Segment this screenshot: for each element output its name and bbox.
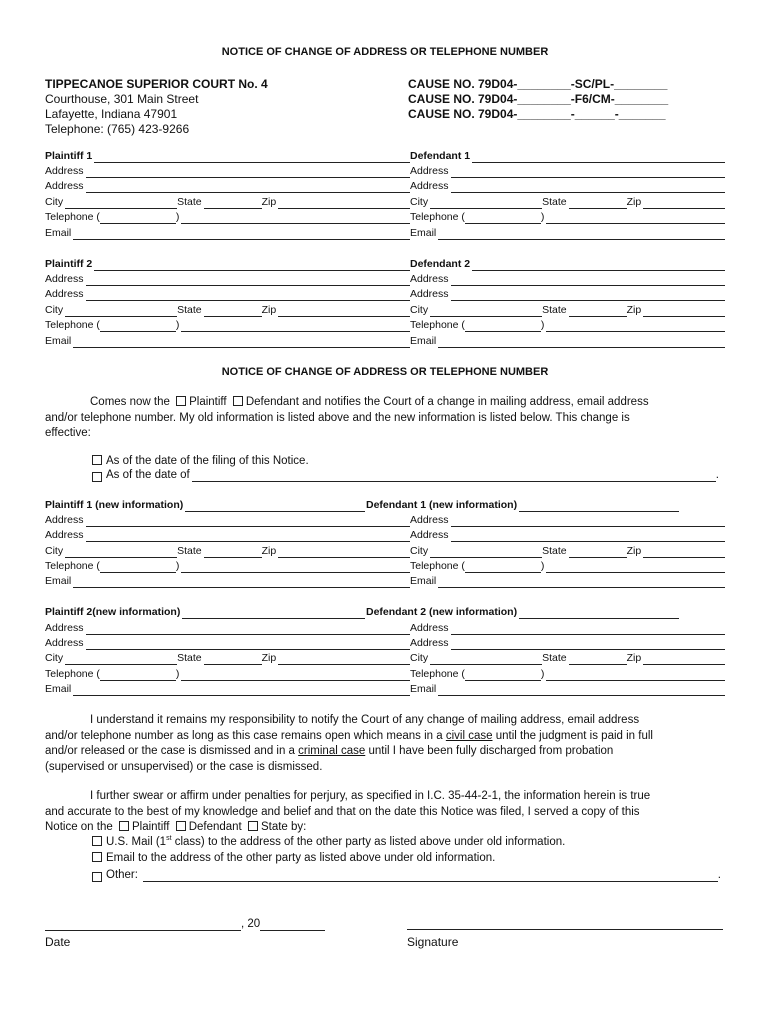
- cause-number-f6[interactable]: CAUSE NO. 79D04-________-F6/CM-________: [408, 92, 669, 106]
- d1n-address-row-1: [410, 514, 725, 527]
- d1n-telephone-row: [410, 560, 725, 573]
- state-label: State: [177, 304, 202, 316]
- date-field[interactable]: [45, 920, 241, 931]
- comes-now-text: Comes now the: [90, 396, 170, 408]
- plaintiff-2-name-field[interactable]: [94, 260, 410, 271]
- d2-area-code-field[interactable]: [465, 321, 541, 332]
- p2n-address-2-field[interactable]: [86, 639, 410, 650]
- d1n-address-row-2: [410, 529, 725, 542]
- p2-email-row: [45, 335, 410, 348]
- d2-email-row: [410, 335, 725, 348]
- d1-zip-field[interactable]: [643, 198, 725, 209]
- signature-label: Signature: [407, 935, 459, 949]
- year-field[interactable]: [260, 920, 325, 931]
- city-label: City: [45, 545, 64, 557]
- responsibility-line-1: I understand it remains my responsibility to notify the Court of any change of mailing address, email address: [90, 714, 640, 726]
- p2-telephone-row: [45, 319, 410, 332]
- effective-filing-text: As of the date of the filing of this Notice.: [106, 455, 309, 467]
- p1-telephone-row: [45, 211, 410, 224]
- effective-option-2: As of the date of .: [92, 469, 719, 482]
- defendant-notifies-text: Defendant and notifies the Court of a change in mailing address, email address: [245, 396, 649, 408]
- d2n-city-field[interactable]: [430, 654, 542, 665]
- other-service-text: Other:: [106, 869, 138, 881]
- served-state-checkbox[interactable]: [248, 821, 258, 831]
- year-prefix: , 20: [241, 918, 261, 930]
- d2-email-field[interactable]: [438, 337, 725, 348]
- p1-email-field[interactable]: [73, 229, 410, 240]
- defendant-2-name-field[interactable]: [472, 260, 725, 271]
- plaintiff-2-label: Plaintiff 2: [45, 258, 93, 270]
- p2-zip-field[interactable]: [278, 306, 410, 317]
- p1n-city-row: [45, 545, 410, 558]
- p1n-address-1-field[interactable]: [86, 516, 410, 527]
- affirm-line-2: and accurate to the best of my knowledge and belief and that on the date this Notice was filed, I served a copy of this: [45, 805, 640, 818]
- responsibility-line-2: [45, 729, 725, 745]
- city-label: City: [410, 545, 429, 557]
- effective-date-field[interactable]: [192, 471, 716, 482]
- defendant-2-row: [410, 258, 725, 271]
- served-defendant-text: Defendant: [188, 821, 242, 833]
- telephone-label: Telephone (: [45, 668, 100, 680]
- notice-line-2: and/or telephone number. My old information is listed above and the new information is listed below. This change is: [45, 411, 630, 424]
- p1-address-1-field[interactable]: [86, 167, 410, 178]
- d1n-zip-field[interactable]: [643, 547, 725, 558]
- address-label: Address: [45, 622, 84, 634]
- d1n-email-row: [410, 575, 725, 588]
- p2-address-row-1: [45, 273, 410, 286]
- court-telephone: Telephone: (765) 423-9266: [45, 122, 190, 136]
- d1n-area-code-field[interactable]: [465, 562, 541, 573]
- defendant-2-label: Defendant 2: [410, 258, 471, 270]
- email-label: Email: [45, 227, 72, 239]
- paren-close: ): [540, 319, 545, 331]
- d1-address-row-1: [410, 165, 725, 178]
- address-label: Address: [410, 273, 449, 285]
- p2n-city-row: [45, 652, 410, 665]
- d1n-city-field[interactable]: [430, 547, 542, 558]
- city-label: City: [45, 652, 64, 664]
- plaintiff-2-row: [45, 258, 410, 271]
- plaintiff-1-new-row: [45, 499, 365, 512]
- d2-telephone-row: [410, 319, 725, 332]
- us-mail-text: U.S. Mail (1: [106, 835, 167, 848]
- d1-area-code-field[interactable]: [465, 213, 541, 224]
- address-label: Address: [410, 622, 449, 634]
- p2n-email-row: [45, 683, 410, 696]
- telephone-label: Telephone (: [45, 560, 100, 572]
- d2-address-row-1: [410, 273, 725, 286]
- notice-line-3: effective:: [45, 427, 91, 439]
- other-service-field[interactable]: [143, 871, 718, 882]
- paren-close: ): [175, 560, 180, 572]
- telephone-label: Telephone (: [410, 668, 465, 680]
- signature-line[interactable]: [407, 928, 723, 930]
- state-label: State: [177, 196, 202, 208]
- zip-label: Zip: [261, 304, 277, 316]
- p1n-zip-field[interactable]: [278, 547, 410, 558]
- criminal-case-text: criminal case: [298, 745, 366, 757]
- d2-zip-field[interactable]: [643, 306, 725, 317]
- p2-email-field[interactable]: [73, 337, 410, 348]
- defendant-2-new-name-field[interactable]: [519, 608, 679, 619]
- responsibility-line-2b: until the judgment is paid in full: [495, 729, 653, 742]
- city-label: City: [410, 196, 429, 208]
- address-label: Address: [45, 180, 84, 192]
- telephone-label: Telephone (: [45, 319, 100, 331]
- us-mail-checkbox[interactable]: [92, 836, 102, 846]
- other-service-checkbox[interactable]: [92, 872, 102, 882]
- p1n-email-row: [45, 575, 410, 588]
- city-label: City: [410, 304, 429, 316]
- d1-state-field[interactable]: [569, 198, 627, 209]
- p1n-address-2-field[interactable]: [86, 531, 410, 542]
- service-option-other: Other: .: [92, 869, 721, 882]
- d2-city-row: [410, 304, 725, 317]
- notice-on-text: Notice on the: [45, 821, 113, 833]
- address-label: Address: [45, 637, 84, 649]
- date-label: Date: [45, 935, 71, 949]
- first-class-superscript: st: [166, 835, 172, 842]
- section-title: NOTICE OF CHANGE OF ADDRESS OR TELEPHONE NUMBER: [221, 366, 549, 378]
- service-option-email: [92, 852, 495, 864]
- p2n-telephone-row: [45, 668, 410, 681]
- d1-city-field[interactable]: [430, 198, 542, 209]
- d2n-zip-field[interactable]: [643, 654, 725, 665]
- telephone-label: Telephone (: [45, 211, 100, 223]
- city-label: City: [45, 196, 64, 208]
- responsibility-line-3a: and/or released or the case is dismissed and in a: [45, 745, 295, 757]
- affirm-line-1: I further swear or affirm under penalties for perjury, as specified in I.C. 35-44-2-1, the information herein is true: [90, 790, 651, 802]
- p2n-area-code-field[interactable]: [100, 670, 176, 681]
- d1n-state-field[interactable]: [569, 547, 627, 558]
- defendant-checkbox[interactable]: [233, 396, 243, 406]
- d1-address-1-field[interactable]: [451, 167, 725, 178]
- date-line: [45, 918, 325, 931]
- d2n-state-field[interactable]: [569, 654, 627, 665]
- paren-close: ): [540, 668, 545, 680]
- d2n-telephone-row: [410, 668, 725, 681]
- defendant-1-row: [410, 150, 725, 163]
- email-label: Email: [410, 683, 437, 695]
- p2n-email-field[interactable]: [73, 685, 410, 696]
- state-label: State: [542, 304, 567, 316]
- d1n-address-1-field[interactable]: [451, 516, 725, 527]
- notice-line-1: [45, 395, 725, 411]
- zip-label: Zip: [261, 652, 277, 664]
- zip-label: Zip: [626, 196, 642, 208]
- d1-address-2-field[interactable]: [451, 182, 725, 193]
- p1n-address-row-2: [45, 529, 410, 542]
- defendant-2-new-row: [366, 606, 679, 619]
- d1-address-row-2: [410, 180, 725, 193]
- d2-state-field[interactable]: [569, 306, 627, 317]
- d1-telephone-field[interactable]: [546, 213, 725, 224]
- d2n-city-row: [410, 652, 725, 665]
- p1n-telephone-field[interactable]: [181, 562, 410, 573]
- email-label: Email: [410, 335, 437, 347]
- p2-city-row: [45, 304, 410, 317]
- p2n-city-field[interactable]: [65, 654, 177, 665]
- city-label: City: [45, 304, 64, 316]
- email-service-checkbox[interactable]: [92, 852, 102, 862]
- p2-address-row-2: [45, 288, 410, 301]
- state-label: State: [542, 545, 567, 557]
- d2n-address-1-field[interactable]: [451, 624, 725, 635]
- state-label: State: [177, 545, 202, 557]
- paren-close: ): [175, 211, 180, 223]
- state-label: State: [542, 196, 567, 208]
- p1-area-code-field[interactable]: [100, 213, 176, 224]
- plaintiff-2-new-name-field[interactable]: [182, 608, 365, 619]
- p1-city-field[interactable]: [65, 198, 177, 209]
- address-label: Address: [45, 514, 84, 526]
- address-label: Address: [410, 529, 449, 541]
- d1n-city-row: [410, 545, 725, 558]
- d2n-address-2-field[interactable]: [451, 639, 725, 650]
- responsibility-line-3b: until I have been fully discharged from probation: [368, 745, 614, 757]
- zip-label: Zip: [261, 545, 277, 557]
- form-title: NOTICE OF CHANGE OF ADDRESS OR TELEPHONE NUMBER: [221, 46, 549, 58]
- d1n-email-field[interactable]: [438, 577, 725, 588]
- city-label: City: [410, 652, 429, 664]
- p2-address-1-field[interactable]: [86, 275, 410, 286]
- email-label: Email: [45, 683, 72, 695]
- served-plaintiff-text: Plaintiff: [131, 821, 170, 833]
- effective-date-text: As of the date of: [106, 469, 190, 481]
- d2-city-field[interactable]: [430, 306, 542, 317]
- address-label: Address: [410, 514, 449, 526]
- d1-telephone-row: [410, 211, 725, 224]
- zip-label: Zip: [626, 304, 642, 316]
- p2n-address-row-2: [45, 637, 410, 650]
- p1n-city-field[interactable]: [65, 547, 177, 558]
- email-label: Email: [45, 575, 72, 587]
- plaintiff-1-new-label: Plaintiff 1 (new information): [45, 499, 184, 511]
- p2n-address-row-1: [45, 622, 410, 635]
- paren-close: ): [540, 560, 545, 572]
- defendant-1-label: Defendant 1: [410, 150, 471, 162]
- notice-paragraph: [45, 395, 725, 442]
- p2n-telephone-field[interactable]: [181, 670, 410, 681]
- p2n-zip-field[interactable]: [278, 654, 410, 665]
- p1n-address-row-1: [45, 514, 410, 527]
- responsibility-line-3: [45, 744, 725, 760]
- p2-telephone-field[interactable]: [181, 321, 410, 332]
- zip-label: Zip: [261, 196, 277, 208]
- state-by-text: State by:: [260, 821, 307, 833]
- court-address-1: Courthouse, 301 Main Street: [45, 92, 199, 106]
- d1n-telephone-field[interactable]: [546, 562, 725, 573]
- d2n-email-row: [410, 683, 725, 696]
- defendant-1-new-name-field[interactable]: [519, 501, 679, 512]
- p1n-email-field[interactable]: [73, 577, 410, 588]
- defendant-1-new-label: Defendant 1 (new information): [366, 499, 518, 511]
- p1n-state-field[interactable]: [204, 547, 262, 558]
- d2n-area-code-field[interactable]: [465, 670, 541, 681]
- d2-address-1-field[interactable]: [451, 275, 725, 286]
- service-option-mail: [92, 835, 565, 848]
- defendant-2-new-label: Defendant 2 (new information): [366, 606, 518, 618]
- d2n-address-row-1: [410, 622, 725, 635]
- address-label: Address: [45, 273, 84, 285]
- plaintiff-2-new-row: [45, 606, 365, 619]
- p1-email-row: [45, 227, 410, 240]
- p1n-telephone-row: [45, 560, 410, 573]
- email-label: Email: [410, 575, 437, 587]
- p2-area-code-field[interactable]: [100, 321, 176, 332]
- paren-close: ): [540, 211, 545, 223]
- address-label: Address: [410, 165, 449, 177]
- address-label: Address: [410, 180, 449, 192]
- cause-block: [408, 77, 668, 122]
- responsibility-paragraph: [45, 713, 725, 775]
- address-label: Address: [45, 165, 84, 177]
- p2n-address-1-field[interactable]: [86, 624, 410, 635]
- p1-telephone-field[interactable]: [181, 213, 410, 224]
- plaintiff-text: Plaintiff: [189, 396, 227, 408]
- plaintiff-1-label: Plaintiff 1: [45, 150, 93, 162]
- p1-address-2-field[interactable]: [86, 182, 410, 193]
- p2-city-field[interactable]: [65, 306, 177, 317]
- d1-email-row: [410, 227, 725, 240]
- d2n-email-field[interactable]: [438, 685, 725, 696]
- us-mail-text-rest: class) to the address of the other party as listed above under old information.: [174, 835, 566, 848]
- p1-state-field[interactable]: [204, 198, 262, 209]
- court-address-2: Lafayette, Indiana 47901: [45, 107, 178, 121]
- responsibility-line-2a: and/or telephone number as long as this case remains open which means in a: [45, 729, 443, 742]
- d2n-telephone-field[interactable]: [546, 670, 725, 681]
- paren-close: ): [175, 319, 180, 331]
- email-service-text: Email to the address of the other party as listed above under old information.: [106, 852, 496, 864]
- p2-address-2-field[interactable]: [86, 290, 410, 301]
- d2n-address-row-2: [410, 637, 725, 650]
- state-label: State: [177, 652, 202, 664]
- telephone-label: Telephone (: [410, 319, 465, 331]
- address-label: Address: [410, 637, 449, 649]
- zip-label: Zip: [626, 545, 642, 557]
- plaintiff-checkbox[interactable]: [176, 396, 186, 406]
- cause-number-sc[interactable]: CAUSE NO. 79D04-________-SC/PL-________: [408, 77, 668, 91]
- served-defendant-checkbox[interactable]: [176, 821, 186, 831]
- d2-address-2-field[interactable]: [451, 290, 725, 301]
- d1-email-field[interactable]: [438, 229, 725, 240]
- p1-address-row-2: [45, 180, 410, 193]
- plaintiff-2-new-label: Plaintiff 2(new information): [45, 606, 181, 618]
- p1n-area-code-field[interactable]: [100, 562, 176, 573]
- responsibility-line-4: (supervised or unsupervised) or the case is dismissed.: [45, 760, 323, 773]
- p2n-state-field[interactable]: [204, 654, 262, 665]
- civil-case-text: civil case: [445, 729, 493, 742]
- p1-city-row: [45, 196, 410, 209]
- defendant-1-name-field[interactable]: [472, 152, 725, 163]
- served-plaintiff-checkbox[interactable]: [119, 821, 129, 831]
- zip-label: Zip: [626, 652, 642, 664]
- state-label: State: [542, 652, 567, 664]
- affirmation-paragraph: [45, 789, 725, 836]
- d2-address-row-2: [410, 288, 725, 301]
- p2-state-field[interactable]: [204, 306, 262, 317]
- address-label: Address: [45, 529, 84, 541]
- plaintiff-1-row: [45, 150, 410, 163]
- defendant-1-new-row: [366, 499, 679, 512]
- d2-telephone-field[interactable]: [546, 321, 725, 332]
- cause-number-other[interactable]: CAUSE NO. 79D04-________-______-_______: [408, 107, 666, 121]
- affirm-line-3: [45, 820, 725, 836]
- telephone-label: Telephone (: [410, 560, 465, 572]
- court-name: TIPPECANOE SUPERIOR COURT No. 4: [45, 77, 268, 91]
- court-block: [45, 77, 268, 137]
- p1-address-row-1: [45, 165, 410, 178]
- plaintiff-1-name-field[interactable]: [94, 152, 410, 163]
- d1-city-row: [410, 196, 725, 209]
- p1-zip-field[interactable]: [278, 198, 410, 209]
- d1n-address-2-field[interactable]: [451, 531, 725, 542]
- address-label: Address: [45, 288, 84, 300]
- effective-option-1: [92, 455, 309, 467]
- effective-date-checkbox[interactable]: [92, 472, 102, 482]
- paren-close: ): [175, 668, 180, 680]
- email-label: Email: [45, 335, 72, 347]
- telephone-label: Telephone (: [410, 211, 465, 223]
- address-label: Address: [410, 288, 449, 300]
- email-label: Email: [410, 227, 437, 239]
- plaintiff-1-new-name-field[interactable]: [185, 501, 365, 512]
- effective-filing-checkbox[interactable]: [92, 455, 102, 465]
